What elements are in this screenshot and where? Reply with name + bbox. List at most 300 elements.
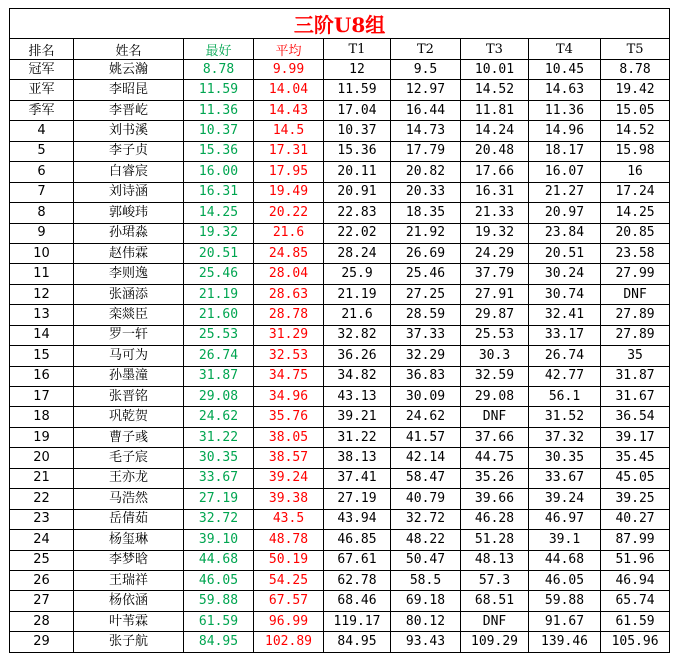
cell-t2: 50.47: [391, 550, 461, 570]
cell-t1: 20.11: [324, 162, 391, 182]
cell-t3: 14.52: [461, 80, 529, 100]
cell-best: 26.74: [184, 346, 254, 366]
cell-avg: 9.99: [254, 60, 324, 80]
cell-t3: 27.91: [461, 284, 529, 304]
cell-rank: 4: [10, 121, 74, 141]
cell-avg: 14.5: [254, 121, 324, 141]
cell-t1: 39.21: [324, 407, 391, 427]
cell-rank: 21: [10, 468, 74, 488]
cell-avg: 21.6: [254, 223, 324, 243]
cell-t3: 29.08: [461, 387, 529, 407]
cell-t2: 28.59: [391, 305, 461, 325]
column-header-best: 最好: [184, 39, 254, 60]
cell-t5: 19.42: [601, 80, 670, 100]
cell-t1: 20.91: [324, 182, 391, 202]
table-row: [10, 60, 670, 80]
cell-best: 61.59: [184, 611, 254, 631]
table-row: [10, 468, 670, 488]
cell-avg: 24.85: [254, 243, 324, 263]
cell-rank: 7: [10, 182, 74, 202]
cell-best: 20.51: [184, 243, 254, 263]
cell-t2: 25.46: [391, 264, 461, 284]
cell-t5: 15.98: [601, 141, 670, 161]
cell-name: 李晋屹: [74, 100, 184, 120]
cell-t1: 37.41: [324, 468, 391, 488]
cell-t5: 40.27: [601, 509, 670, 529]
cell-t2: 40.79: [391, 489, 461, 509]
table-row: [10, 162, 670, 182]
cell-best: 19.32: [184, 223, 254, 243]
cell-t4: 14.96: [529, 121, 601, 141]
cell-t4: 139.46: [529, 632, 601, 652]
cell-t3: 17.66: [461, 162, 529, 182]
cell-t2: 24.62: [391, 407, 461, 427]
cell-t5: 51.96: [601, 550, 670, 570]
cell-t5: 87.99: [601, 530, 670, 550]
cell-t5: 35: [601, 346, 670, 366]
cell-best: 11.59: [184, 80, 254, 100]
cell-t1: 43.13: [324, 387, 391, 407]
cell-t3: 21.33: [461, 203, 529, 223]
cell-t2: 42.14: [391, 448, 461, 468]
cell-t4: 46.97: [529, 509, 601, 529]
cell-t1: 22.02: [324, 223, 391, 243]
cell-t5: 39.17: [601, 427, 670, 447]
cell-rank: 冠军: [10, 60, 74, 80]
cell-rank: 28: [10, 611, 74, 631]
cell-rank: 18: [10, 407, 74, 427]
cell-t1: 10.37: [324, 121, 391, 141]
cell-t1: 84.95: [324, 632, 391, 652]
column-header-t2: T2: [391, 39, 461, 60]
cell-t1: 68.46: [324, 591, 391, 611]
cell-t3: 37.66: [461, 427, 529, 447]
cell-name: 罗一轩: [74, 325, 184, 345]
cell-avg: 28.78: [254, 305, 324, 325]
cell-t5: 23.58: [601, 243, 670, 263]
cell-name: 杨玺琳: [74, 530, 184, 550]
cell-best: 10.37: [184, 121, 254, 141]
table-row: [10, 203, 670, 223]
cell-t4: 39.24: [529, 489, 601, 509]
table-row: [10, 182, 670, 202]
cell-name: 郭峻玮: [74, 203, 184, 223]
cell-t2: 36.83: [391, 366, 461, 386]
column-header-avg: 平均: [254, 39, 324, 60]
cell-t5: 105.96: [601, 632, 670, 652]
cell-t3: DNF: [461, 611, 529, 631]
cell-rank: 季军: [10, 100, 74, 120]
cell-t4: 33.67: [529, 468, 601, 488]
table-row: [10, 427, 670, 447]
cell-rank: 15: [10, 346, 74, 366]
cell-t1: 22.83: [324, 203, 391, 223]
cell-avg: 39.24: [254, 468, 324, 488]
cell-avg: 34.96: [254, 387, 324, 407]
cell-avg: 50.19: [254, 550, 324, 570]
cell-t3: 37.79: [461, 264, 529, 284]
cell-t5: 35.45: [601, 448, 670, 468]
cell-name: 孙墨潼: [74, 366, 184, 386]
cell-t2: 27.25: [391, 284, 461, 304]
cell-t4: 18.17: [529, 141, 601, 161]
cell-t1: 34.82: [324, 366, 391, 386]
cell-avg: 14.04: [254, 80, 324, 100]
cell-best: 21.60: [184, 305, 254, 325]
cell-t3: 29.87: [461, 305, 529, 325]
table-title: [10, 9, 670, 39]
cell-avg: 28.63: [254, 284, 324, 304]
cell-name: 李昭昆: [74, 80, 184, 100]
cell-name: 赵伟霖: [74, 243, 184, 263]
cell-name: 张涵添: [74, 284, 184, 304]
cell-t2: 37.33: [391, 325, 461, 345]
cell-t2: 58.5: [391, 570, 461, 590]
cell-name: 刘书溪: [74, 121, 184, 141]
cell-t5: 8.78: [601, 60, 670, 80]
cell-t2: 17.79: [391, 141, 461, 161]
cell-best: 8.78: [184, 60, 254, 80]
table-row: [10, 223, 670, 243]
table-row: [10, 387, 670, 407]
cell-best: 15.36: [184, 141, 254, 161]
cell-t1: 43.94: [324, 509, 391, 529]
cell-t3: 109.29: [461, 632, 529, 652]
cell-best: 24.62: [184, 407, 254, 427]
cell-t2: 9.5: [391, 60, 461, 80]
cell-best: 25.53: [184, 325, 254, 345]
cell-avg: 28.04: [254, 264, 324, 284]
cell-name: 马可为: [74, 346, 184, 366]
cell-t5: 14.25: [601, 203, 670, 223]
cell-best: 14.25: [184, 203, 254, 223]
cell-t4: 16.07: [529, 162, 601, 182]
cell-t5: 27.99: [601, 264, 670, 284]
cell-t5: 14.52: [601, 121, 670, 141]
cell-t5: 31.67: [601, 387, 670, 407]
cell-t5: 36.54: [601, 407, 670, 427]
table-row: [10, 530, 670, 550]
cell-t1: 21.19: [324, 284, 391, 304]
cell-t3: 32.59: [461, 366, 529, 386]
cell-t5: 16: [601, 162, 670, 182]
cell-best: 59.88: [184, 591, 254, 611]
cell-t2: 20.82: [391, 162, 461, 182]
cell-t5: 31.87: [601, 366, 670, 386]
table-row: [10, 632, 670, 652]
cell-t5: 15.05: [601, 100, 670, 120]
cell-name: 叶苇霖: [74, 611, 184, 631]
cell-t4: 20.97: [529, 203, 601, 223]
cell-avg: 67.57: [254, 591, 324, 611]
cell-t4: 30.35: [529, 448, 601, 468]
cell-name: 李则逸: [74, 264, 184, 284]
cell-name: 杨依涵: [74, 591, 184, 611]
table-row: [10, 550, 670, 570]
cell-t2: 14.73: [391, 121, 461, 141]
cell-t1: 32.82: [324, 325, 391, 345]
cell-t4: 46.05: [529, 570, 601, 590]
cell-avg: 19.49: [254, 182, 324, 202]
cell-t4: 11.36: [529, 100, 601, 120]
cell-t1: 28.24: [324, 243, 391, 263]
cell-t4: 37.32: [529, 427, 601, 447]
cell-name: 巩乾贺: [74, 407, 184, 427]
table-row: [10, 305, 670, 325]
cell-avg: 17.31: [254, 141, 324, 161]
column-header-t1: T1: [324, 39, 391, 60]
column-header-rank: 排名: [10, 39, 74, 60]
cell-t1: 11.59: [324, 80, 391, 100]
cell-t3: 19.32: [461, 223, 529, 243]
cell-rank: 5: [10, 141, 74, 161]
cell-rank: 19: [10, 427, 74, 447]
cell-t4: 26.74: [529, 346, 601, 366]
results-table: [9, 8, 670, 653]
cell-t5: DNF: [601, 284, 670, 304]
cell-t1: 62.78: [324, 570, 391, 590]
cell-t5: 45.05: [601, 468, 670, 488]
cell-avg: 48.78: [254, 530, 324, 550]
cell-best: 33.67: [184, 468, 254, 488]
table-row: [10, 570, 670, 590]
cell-avg: 54.25: [254, 570, 324, 590]
cell-t5: 39.25: [601, 489, 670, 509]
cell-best: 31.22: [184, 427, 254, 447]
cell-t5: 20.85: [601, 223, 670, 243]
table-row: [10, 264, 670, 284]
cell-rank: 12: [10, 284, 74, 304]
cell-t5: 46.94: [601, 570, 670, 590]
cell-name: 栾燚臣: [74, 305, 184, 325]
cell-rank: 24: [10, 530, 74, 550]
cell-t1: 25.9: [324, 264, 391, 284]
cell-t4: 31.52: [529, 407, 601, 427]
cell-best: 27.19: [184, 489, 254, 509]
table-row: [10, 243, 670, 263]
cell-t1: 38.13: [324, 448, 391, 468]
cell-rank: 26: [10, 570, 74, 590]
cell-name: 毛子宸: [74, 448, 184, 468]
cell-t3: 20.48: [461, 141, 529, 161]
cell-rank: 22: [10, 489, 74, 509]
table-row: [10, 407, 670, 427]
cell-rank: 29: [10, 632, 74, 652]
cell-best: 16.31: [184, 182, 254, 202]
cell-t3: 10.01: [461, 60, 529, 80]
cell-name: 张晋铭: [74, 387, 184, 407]
column-header-t4: T4: [529, 39, 601, 60]
cell-t1: 119.17: [324, 611, 391, 631]
cell-t4: 21.27: [529, 182, 601, 202]
cell-best: 16.00: [184, 162, 254, 182]
cell-t1: 27.19: [324, 489, 391, 509]
cell-t2: 58.47: [391, 468, 461, 488]
cell-t1: 15.36: [324, 141, 391, 161]
cell-t2: 41.57: [391, 427, 461, 447]
table-row: [10, 325, 670, 345]
cell-t3: 39.66: [461, 489, 529, 509]
results-sheet: [9, 8, 669, 653]
cell-t3: 46.28: [461, 509, 529, 529]
cell-t1: 21.6: [324, 305, 391, 325]
cell-t2: 20.33: [391, 182, 461, 202]
cell-best: 11.36: [184, 100, 254, 120]
cell-t3: 51.28: [461, 530, 529, 550]
cell-avg: 32.53: [254, 346, 324, 366]
cell-best: 30.35: [184, 448, 254, 468]
column-header-t3: T3: [461, 39, 529, 60]
cell-t2: 18.35: [391, 203, 461, 223]
cell-t3: 44.75: [461, 448, 529, 468]
table-row: [10, 448, 670, 468]
cell-avg: 96.99: [254, 611, 324, 631]
cell-name: 白睿宸: [74, 162, 184, 182]
cell-t2: 16.44: [391, 100, 461, 120]
table-row: [10, 509, 670, 529]
cell-name: 刘诗涵: [74, 182, 184, 202]
cell-avg: 31.29: [254, 325, 324, 345]
cell-rank: 20: [10, 448, 74, 468]
cell-rank: 25: [10, 550, 74, 570]
cell-avg: 34.75: [254, 366, 324, 386]
cell-rank: 11: [10, 264, 74, 284]
cell-t5: 17.24: [601, 182, 670, 202]
cell-rank: 17: [10, 387, 74, 407]
cell-name: 姚云瀚: [74, 60, 184, 80]
cell-name: 李梦晗: [74, 550, 184, 570]
cell-best: 44.68: [184, 550, 254, 570]
table-body: [10, 60, 670, 653]
cell-t5: 65.74: [601, 591, 670, 611]
cell-name: 李子贞: [74, 141, 184, 161]
cell-best: 25.46: [184, 264, 254, 284]
cell-t1: 36.26: [324, 346, 391, 366]
table-row: [10, 80, 670, 100]
cell-t5: 61.59: [601, 611, 670, 631]
cell-best: 84.95: [184, 632, 254, 652]
cell-t4: 20.51: [529, 243, 601, 263]
cell-best: 39.10: [184, 530, 254, 550]
table-row: [10, 100, 670, 120]
cell-best: 31.87: [184, 366, 254, 386]
cell-avg: 38.05: [254, 427, 324, 447]
table-title-text: 三阶U8组: [293, 13, 386, 37]
cell-t2: 21.92: [391, 223, 461, 243]
cell-t1: 17.04: [324, 100, 391, 120]
cell-rank: 13: [10, 305, 74, 325]
cell-t3: 11.81: [461, 100, 529, 120]
cell-t2: 93.43: [391, 632, 461, 652]
cell-t4: 30.24: [529, 264, 601, 284]
cell-avg: 17.95: [254, 162, 324, 182]
cell-name: 王瑞祥: [74, 570, 184, 590]
cell-best: 32.72: [184, 509, 254, 529]
cell-avg: 14.43: [254, 100, 324, 120]
cell-t4: 30.74: [529, 284, 601, 304]
cell-t3: DNF: [461, 407, 529, 427]
cell-t4: 14.63: [529, 80, 601, 100]
cell-rank: 亚军: [10, 80, 74, 100]
cell-t3: 35.26: [461, 468, 529, 488]
cell-rank: 27: [10, 591, 74, 611]
cell-t3: 25.53: [461, 325, 529, 345]
cell-t2: 26.69: [391, 243, 461, 263]
cell-t1: 67.61: [324, 550, 391, 570]
cell-name: 王亦龙: [74, 468, 184, 488]
cell-t2: 32.29: [391, 346, 461, 366]
cell-t3: 24.29: [461, 243, 529, 263]
cell-t4: 33.17: [529, 325, 601, 345]
cell-t4: 42.77: [529, 366, 601, 386]
cell-rank: 10: [10, 243, 74, 263]
cell-t2: 80.12: [391, 611, 461, 631]
cell-avg: 38.57: [254, 448, 324, 468]
cell-avg: 43.5: [254, 509, 324, 529]
table-row: [10, 611, 670, 631]
table-row: [10, 121, 670, 141]
table-row: [10, 284, 670, 304]
cell-name: 曹子彧: [74, 427, 184, 447]
cell-rank: 6: [10, 162, 74, 182]
cell-avg: 39.38: [254, 489, 324, 509]
cell-t1: 31.22: [324, 427, 391, 447]
cell-rank: 8: [10, 203, 74, 223]
cell-t3: 30.3: [461, 346, 529, 366]
cell-t5: 27.89: [601, 305, 670, 325]
cell-t3: 14.24: [461, 121, 529, 141]
table-row: [10, 346, 670, 366]
cell-t2: 69.18: [391, 591, 461, 611]
cell-name: 马浩然: [74, 489, 184, 509]
cell-t4: 59.88: [529, 591, 601, 611]
cell-t3: 57.3: [461, 570, 529, 590]
cell-name: 孙珺淼: [74, 223, 184, 243]
cell-t4: 91.67: [529, 611, 601, 631]
cell-avg: 35.76: [254, 407, 324, 427]
cell-rank: 14: [10, 325, 74, 345]
cell-best: 21.19: [184, 284, 254, 304]
column-header-t5: T5: [601, 39, 670, 60]
cell-name: 岳倩茹: [74, 509, 184, 529]
cell-t2: 12.97: [391, 80, 461, 100]
cell-t4: 56.1: [529, 387, 601, 407]
table-row: [10, 366, 670, 386]
table-row: [10, 591, 670, 611]
cell-t4: 39.1: [529, 530, 601, 550]
cell-t1: 12: [324, 60, 391, 80]
header-row: [10, 39, 670, 60]
cell-t4: 10.45: [529, 60, 601, 80]
cell-t3: 68.51: [461, 591, 529, 611]
cell-t4: 32.41: [529, 305, 601, 325]
cell-avg: 20.22: [254, 203, 324, 223]
cell-t3: 16.31: [461, 182, 529, 202]
cell-name: 张子航: [74, 632, 184, 652]
cell-rank: 16: [10, 366, 74, 386]
cell-rank: 9: [10, 223, 74, 243]
cell-best: 46.05: [184, 570, 254, 590]
cell-t4: 23.84: [529, 223, 601, 243]
cell-t2: 32.72: [391, 509, 461, 529]
cell-best: 29.08: [184, 387, 254, 407]
cell-t3: 48.13: [461, 550, 529, 570]
table-row: [10, 489, 670, 509]
table-row: [10, 141, 670, 161]
cell-rank: 23: [10, 509, 74, 529]
column-header-name: 姓名: [74, 39, 184, 60]
cell-t4: 44.68: [529, 550, 601, 570]
